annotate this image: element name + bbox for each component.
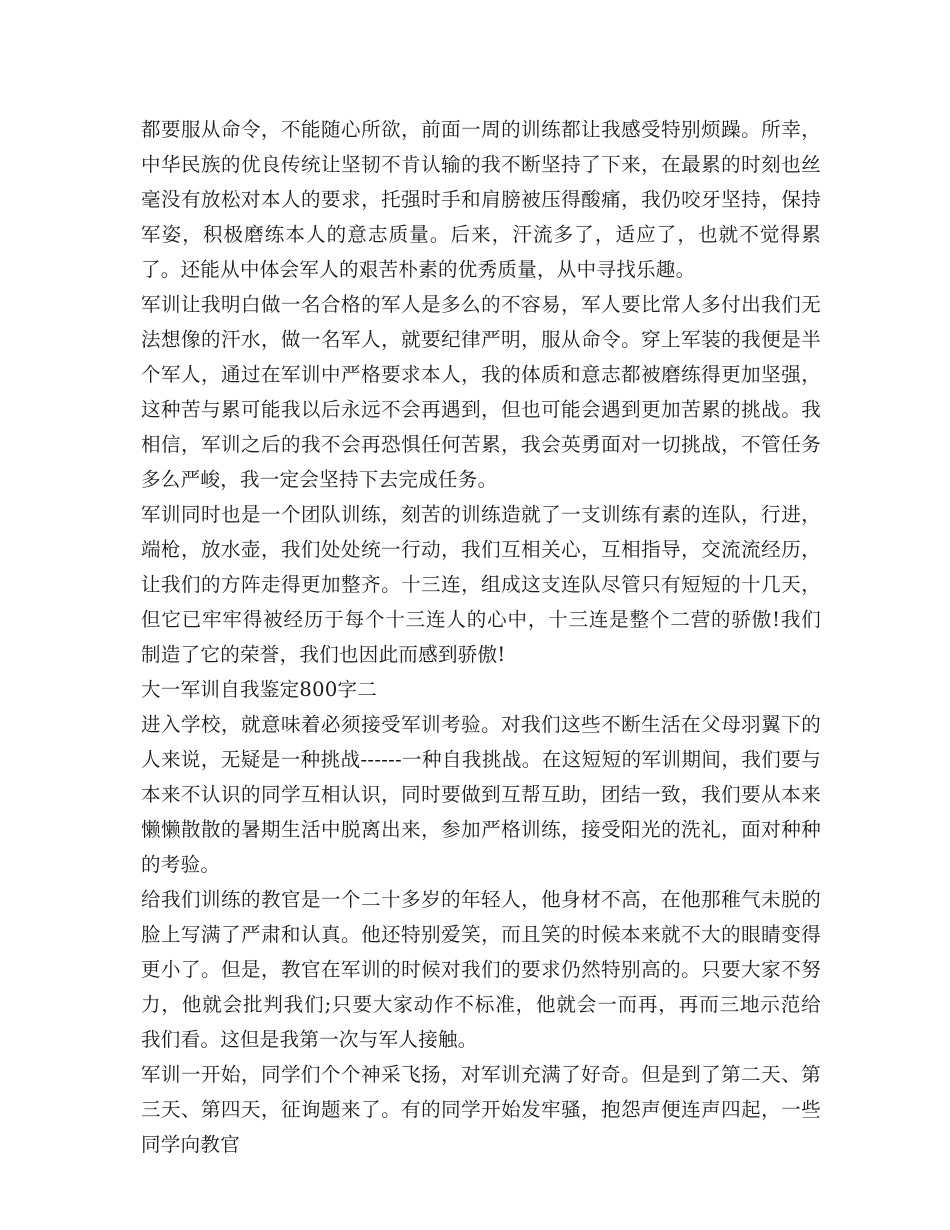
paragraph-1: 都要服从命令，不能随心所欲，前面一周的训练都让我感受特别烦躁。所幸，中华民族的优良传统让坚韧不肯认输的我不断坚持了下来，在最累的时刻也丝毫没有放松对本人的要求，托强时手和肩膀被压得酸痛，我仍咬牙坚持，保持军姿，积极磨练本人的意志质量。后来，汗流多了，适应了，也就不觉得累了。还能从中体会军人的艰苦朴素的优秀质量，从中寻找乐趣。	[141, 118, 821, 281]
section-heading: 大一军训自我鉴定800字二	[141, 678, 378, 701]
paragraph-4: 进入学校，就意味着必须接受军训考验。对我们这些不断生活在父母羽翼下的人来说，无疑是一种挑战------一种自我挑战。在这短短的军训期间，我们要与本来不认识的同学互相认识，同时要做到互帮互助，团结一致，我们要从本来懒懒散散的暑期生活中脱离出来，参加严格训练，接受阳光的洗礼，面对种种的考验。	[141, 713, 821, 876]
paragraph-2: 军训让我明白做一名合格的军人是多么的不容易，军人要比常人多付出我们无法想像的汗水，做一名军人，就要纪律严明，服从命令。穿上军装的我便是半个军人，通过在军训中严格要求本人，我的体质和意志都被磨练得更加坚强，这种苦与累可能我以后永远不会再遇到，但也可能会遇到更加苦累的挑战。我相信，军训之后的我不会再恐惧任何苦累，我会英勇面对一切挑战，不管任务多么严峻，我一定会坚持下去完成任务。	[141, 293, 821, 491]
document-body	[141, 112, 821, 1162]
paragraph-3: 军训同时也是一个团队训练，刻苦的训练造就了一支训练有素的连队，行进，端枪，放水壶，我们处处统一行动，我们互相关心，互相指导，交流流经历，让我们的方阵走得更加整齐。十三连，组成这支连队尽管只有短短的十几天，但它已牢牢得被经历于每个十三连人的心中，十三连是整个二营的骄傲!我们制造了它的荣誉，我们也因此而感到骄傲!	[141, 503, 821, 666]
paragraph-6: 军训一开始，同学们个个神采飞扬，对军训充满了好奇。但是到了第二天、第三天、第四天，征询题来了。有的同学开始发牢骚，抱怨声便连声四起，一些同学向教官	[141, 1063, 821, 1156]
paragraph-5: 给我们训练的教官是一个二十多岁的年轻人，他身材不高，在他那稚气未脱的脸上写满了严肃和认真。他还特别爱笑，而且笑的时候本来就不大的眼睛变得更小了。但是，教官在军训的时候对我们的要求仍然特别高的。只要大家不努力，他就会批判我们;只要大家动作不标准，他就会一而再，再而三地示范给我们看。这但是我第一次与军人接触。	[141, 888, 821, 1051]
